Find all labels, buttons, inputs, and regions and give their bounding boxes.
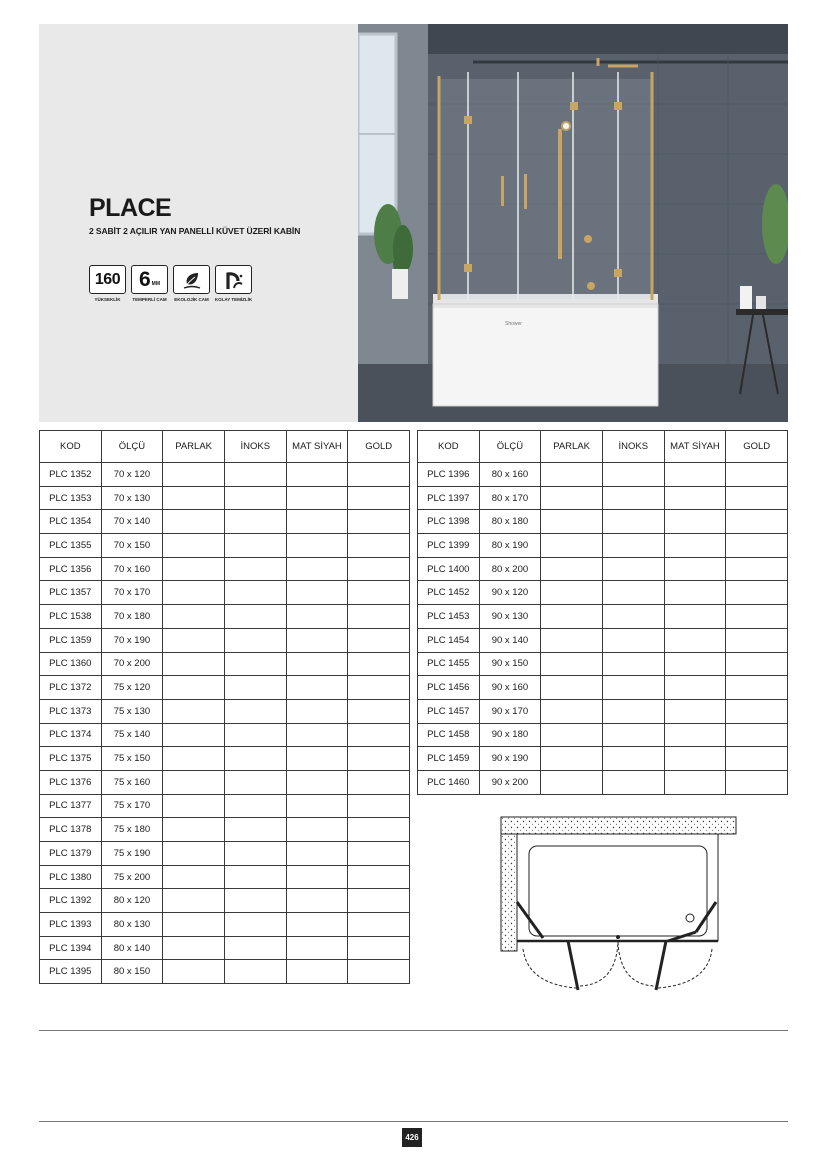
cell-gold bbox=[348, 486, 410, 510]
cell-parlak bbox=[163, 842, 225, 866]
cell-kod: PLC 1395 bbox=[40, 960, 102, 984]
cell-mat-siyah bbox=[286, 676, 348, 700]
cell-parlak bbox=[163, 463, 225, 487]
cell-inoks bbox=[224, 463, 286, 487]
glass-thickness-value: 6 bbox=[138, 267, 151, 291]
cell-parlak bbox=[163, 936, 225, 960]
table-row bbox=[418, 510, 788, 534]
cell-mat-siyah bbox=[286, 605, 348, 629]
cell-inoks bbox=[224, 747, 286, 771]
table-row bbox=[418, 723, 788, 747]
cell-mat-siyah bbox=[286, 534, 348, 558]
cell-mat-siyah bbox=[286, 794, 348, 818]
cell-kod: PLC 1399 bbox=[418, 534, 480, 558]
cell-parlak bbox=[163, 699, 225, 723]
cell-mat-siyah bbox=[286, 770, 348, 794]
cell-mat-siyah bbox=[664, 628, 726, 652]
cell-gold bbox=[726, 676, 788, 700]
cell-mat-siyah bbox=[664, 747, 726, 771]
cell-gold bbox=[348, 723, 410, 747]
table-row bbox=[40, 652, 410, 676]
table-row bbox=[418, 699, 788, 723]
cell-gold bbox=[348, 463, 410, 487]
cell-gold bbox=[348, 652, 410, 676]
cell-kod: PLC 1453 bbox=[418, 605, 480, 629]
height-badge-label: YÜKSEKLİK bbox=[94, 297, 121, 302]
cell-olcu: 70 x 130 bbox=[101, 486, 163, 510]
cell-olcu: 90 x 160 bbox=[479, 676, 541, 700]
cell-mat-siyah bbox=[664, 486, 726, 510]
cell-olcu: 80 x 170 bbox=[479, 486, 541, 510]
cell-olcu: 80 x 160 bbox=[479, 463, 541, 487]
cell-parlak bbox=[163, 865, 225, 889]
table-row bbox=[40, 770, 410, 794]
cell-mat-siyah bbox=[286, 936, 348, 960]
cell-gold bbox=[726, 770, 788, 794]
height-badge bbox=[89, 265, 126, 305]
cell-inoks bbox=[224, 486, 286, 510]
cell-inoks bbox=[224, 723, 286, 747]
bathroom-scene bbox=[358, 24, 788, 422]
header-olcu: ÖLÇÜ bbox=[479, 431, 541, 463]
table-row bbox=[418, 486, 788, 510]
cell-olcu: 70 x 180 bbox=[101, 605, 163, 629]
eco-glass-icon bbox=[181, 270, 203, 290]
cell-olcu: 80 x 180 bbox=[479, 510, 541, 534]
cell-gold bbox=[348, 534, 410, 558]
cell-parlak bbox=[541, 605, 603, 629]
cell-olcu: 80 x 140 bbox=[101, 936, 163, 960]
cell-parlak bbox=[163, 486, 225, 510]
cell-gold bbox=[726, 605, 788, 629]
cell-mat-siyah bbox=[664, 463, 726, 487]
cell-olcu: 80 x 200 bbox=[479, 557, 541, 581]
cell-kod: PLC 1454 bbox=[418, 628, 480, 652]
table-header-row bbox=[40, 431, 410, 463]
cell-parlak bbox=[163, 794, 225, 818]
header-gold: GOLD bbox=[348, 431, 410, 463]
table-body-right bbox=[418, 463, 788, 795]
cell-kod: PLC 1354 bbox=[40, 510, 102, 534]
cell-inoks bbox=[602, 652, 664, 676]
cell-gold bbox=[348, 865, 410, 889]
cell-kod: PLC 1375 bbox=[40, 747, 102, 771]
cell-kod: PLC 1400 bbox=[418, 557, 480, 581]
cell-kod: PLC 1396 bbox=[418, 463, 480, 487]
cell-mat-siyah bbox=[664, 652, 726, 676]
cell-gold bbox=[348, 557, 410, 581]
cell-kod: PLC 1380 bbox=[40, 865, 102, 889]
cell-inoks bbox=[224, 818, 286, 842]
cell-gold bbox=[348, 960, 410, 984]
cell-inoks bbox=[224, 913, 286, 937]
cell-inoks bbox=[224, 794, 286, 818]
cell-gold bbox=[726, 747, 788, 771]
cell-olcu: 90 x 170 bbox=[479, 699, 541, 723]
cell-inoks bbox=[602, 699, 664, 723]
header-parlak: PARLAK bbox=[163, 431, 225, 463]
easy-clean-icon bbox=[223, 270, 245, 290]
cell-kod: PLC 1393 bbox=[40, 913, 102, 937]
cell-mat-siyah bbox=[664, 510, 726, 534]
cell-inoks bbox=[602, 723, 664, 747]
cell-mat-siyah bbox=[664, 581, 726, 605]
table-row bbox=[418, 581, 788, 605]
cell-inoks bbox=[224, 557, 286, 581]
table-row bbox=[40, 534, 410, 558]
cell-olcu: 90 x 180 bbox=[479, 723, 541, 747]
cell-mat-siyah bbox=[286, 889, 348, 913]
cell-parlak bbox=[541, 534, 603, 558]
cell-parlak bbox=[163, 818, 225, 842]
table-row bbox=[40, 842, 410, 866]
cell-gold bbox=[726, 557, 788, 581]
cell-olcu: 70 x 140 bbox=[101, 510, 163, 534]
cell-olcu: 75 x 200 bbox=[101, 865, 163, 889]
product-title: PLACE bbox=[89, 194, 172, 222]
cell-mat-siyah bbox=[664, 723, 726, 747]
table-row bbox=[40, 960, 410, 984]
table-row bbox=[418, 770, 788, 794]
cell-gold bbox=[726, 652, 788, 676]
price-table-left bbox=[39, 430, 410, 984]
cell-kod: PLC 1398 bbox=[418, 510, 480, 534]
table-row bbox=[40, 889, 410, 913]
cell-mat-siyah bbox=[286, 747, 348, 771]
table-row bbox=[418, 676, 788, 700]
cell-mat-siyah bbox=[664, 557, 726, 581]
cell-inoks bbox=[602, 463, 664, 487]
cell-olcu: 75 x 130 bbox=[101, 699, 163, 723]
cell-inoks bbox=[224, 699, 286, 723]
cell-olcu: 75 x 120 bbox=[101, 676, 163, 700]
cell-inoks bbox=[224, 936, 286, 960]
cell-olcu: 90 x 120 bbox=[479, 581, 541, 605]
cell-olcu: 90 x 200 bbox=[479, 770, 541, 794]
cell-parlak bbox=[163, 913, 225, 937]
cell-olcu: 80 x 130 bbox=[101, 913, 163, 937]
cell-kod: PLC 1360 bbox=[40, 652, 102, 676]
cell-gold bbox=[348, 628, 410, 652]
table-row bbox=[40, 486, 410, 510]
cell-kod: PLC 1356 bbox=[40, 557, 102, 581]
cell-olcu: 80 x 150 bbox=[101, 960, 163, 984]
cell-parlak bbox=[541, 699, 603, 723]
cell-kod: PLC 1538 bbox=[40, 605, 102, 629]
cell-parlak bbox=[163, 676, 225, 700]
cell-mat-siyah bbox=[286, 723, 348, 747]
cell-parlak bbox=[163, 747, 225, 771]
cell-kod: PLC 1359 bbox=[40, 628, 102, 652]
cell-parlak bbox=[541, 723, 603, 747]
table-row bbox=[418, 557, 788, 581]
product-subtitle: 2 SABİT 2 AÇILIR YAN PANELLİ KÜVET ÜZERİ KABİN bbox=[89, 226, 301, 236]
table-row bbox=[40, 510, 410, 534]
cell-kod: PLC 1397 bbox=[418, 486, 480, 510]
header-panel bbox=[39, 24, 358, 422]
cell-gold bbox=[348, 510, 410, 534]
glass-thickness-label: TEMPERLİ CAM bbox=[132, 297, 167, 302]
cell-kod: PLC 1372 bbox=[40, 676, 102, 700]
table-row bbox=[40, 818, 410, 842]
table-row bbox=[418, 605, 788, 629]
table-row bbox=[40, 723, 410, 747]
table-body-left bbox=[40, 463, 410, 984]
table-row bbox=[418, 463, 788, 487]
tub-brand-label: Shower bbox=[505, 321, 522, 327]
cell-parlak bbox=[541, 557, 603, 581]
cell-olcu: 90 x 150 bbox=[479, 652, 541, 676]
cell-inoks bbox=[224, 510, 286, 534]
header-mat-siyah: MAT SİYAH bbox=[664, 431, 726, 463]
cell-gold bbox=[348, 605, 410, 629]
cell-olcu: 75 x 160 bbox=[101, 770, 163, 794]
cell-kod: PLC 1378 bbox=[40, 818, 102, 842]
cell-olcu: 70 x 190 bbox=[101, 628, 163, 652]
cell-gold bbox=[726, 628, 788, 652]
table-row bbox=[40, 676, 410, 700]
cell-gold bbox=[348, 913, 410, 937]
cell-inoks bbox=[224, 865, 286, 889]
cell-olcu: 90 x 190 bbox=[479, 747, 541, 771]
product-photo bbox=[358, 24, 788, 422]
cell-inoks bbox=[224, 889, 286, 913]
table-row bbox=[40, 605, 410, 629]
table-row bbox=[40, 557, 410, 581]
header-olcu: ÖLÇÜ bbox=[101, 431, 163, 463]
cell-inoks bbox=[224, 605, 286, 629]
cell-gold bbox=[348, 936, 410, 960]
cell-gold bbox=[348, 794, 410, 818]
cell-inoks bbox=[602, 486, 664, 510]
cell-olcu: 75 x 190 bbox=[101, 842, 163, 866]
table-row bbox=[40, 581, 410, 605]
table-row bbox=[418, 534, 788, 558]
cell-mat-siyah bbox=[286, 510, 348, 534]
cell-gold bbox=[726, 463, 788, 487]
cell-mat-siyah bbox=[286, 818, 348, 842]
cell-mat-siyah bbox=[664, 534, 726, 558]
cell-inoks bbox=[602, 605, 664, 629]
header-inoks: İNOKS bbox=[602, 431, 664, 463]
cell-olcu: 75 x 150 bbox=[101, 747, 163, 771]
table-row bbox=[418, 652, 788, 676]
cell-parlak bbox=[163, 652, 225, 676]
divider-top bbox=[39, 1030, 788, 1031]
cell-mat-siyah bbox=[286, 842, 348, 866]
cell-kod: PLC 1376 bbox=[40, 770, 102, 794]
cell-mat-siyah bbox=[664, 770, 726, 794]
cell-parlak bbox=[541, 581, 603, 605]
cell-kod: PLC 1353 bbox=[40, 486, 102, 510]
cell-inoks bbox=[224, 676, 286, 700]
cell-inoks bbox=[602, 628, 664, 652]
installation-diagram bbox=[498, 814, 738, 994]
cell-kod: PLC 1457 bbox=[418, 699, 480, 723]
header-gold: GOLD bbox=[726, 431, 788, 463]
cell-parlak bbox=[163, 534, 225, 558]
table-row bbox=[40, 865, 410, 889]
cell-olcu: 75 x 140 bbox=[101, 723, 163, 747]
cell-inoks bbox=[602, 581, 664, 605]
cell-inoks bbox=[602, 557, 664, 581]
cell-mat-siyah bbox=[286, 486, 348, 510]
cell-inoks bbox=[602, 534, 664, 558]
cell-kod: PLC 1460 bbox=[418, 770, 480, 794]
cell-olcu: 90 x 140 bbox=[479, 628, 541, 652]
cell-inoks bbox=[224, 581, 286, 605]
cell-inoks bbox=[224, 960, 286, 984]
cell-parlak bbox=[541, 628, 603, 652]
cell-mat-siyah bbox=[286, 557, 348, 581]
cell-parlak bbox=[163, 557, 225, 581]
glass-thickness-unit: MM bbox=[151, 280, 161, 287]
cell-gold bbox=[348, 818, 410, 842]
divider-bottom bbox=[39, 1121, 788, 1122]
table-row bbox=[40, 794, 410, 818]
cell-parlak bbox=[541, 463, 603, 487]
cell-parlak bbox=[541, 747, 603, 771]
cell-parlak bbox=[541, 652, 603, 676]
cell-gold bbox=[726, 486, 788, 510]
cell-gold bbox=[348, 842, 410, 866]
table-row bbox=[418, 747, 788, 771]
cell-inoks bbox=[602, 676, 664, 700]
cell-parlak bbox=[541, 486, 603, 510]
cell-mat-siyah bbox=[664, 605, 726, 629]
cell-gold bbox=[726, 723, 788, 747]
cell-gold bbox=[726, 510, 788, 534]
easy-clean-badge bbox=[215, 265, 252, 305]
cell-inoks bbox=[224, 842, 286, 866]
cell-kod: PLC 1458 bbox=[418, 723, 480, 747]
table-row bbox=[40, 628, 410, 652]
cell-gold bbox=[348, 699, 410, 723]
cell-kod: PLC 1455 bbox=[418, 652, 480, 676]
page-number: 426 bbox=[402, 1128, 422, 1147]
cell-olcu: 70 x 170 bbox=[101, 581, 163, 605]
cell-olcu: 90 x 130 bbox=[479, 605, 541, 629]
height-value: 160 bbox=[94, 270, 121, 288]
cell-kod: PLC 1459 bbox=[418, 747, 480, 771]
header-kod: KOD bbox=[418, 431, 480, 463]
table-row bbox=[40, 913, 410, 937]
cell-gold bbox=[348, 770, 410, 794]
cell-mat-siyah bbox=[286, 865, 348, 889]
cell-kod: PLC 1394 bbox=[40, 936, 102, 960]
easy-clean-label: KOLAY TEMİZLİK bbox=[214, 297, 253, 302]
cell-mat-siyah bbox=[286, 699, 348, 723]
cell-inoks bbox=[224, 628, 286, 652]
eco-glass-badge bbox=[173, 265, 210, 305]
header-kod: KOD bbox=[40, 431, 102, 463]
table-row bbox=[40, 463, 410, 487]
cell-olcu: 75 x 170 bbox=[101, 794, 163, 818]
cell-inoks bbox=[224, 770, 286, 794]
cell-kod: PLC 1374 bbox=[40, 723, 102, 747]
cell-parlak bbox=[541, 676, 603, 700]
cell-parlak bbox=[163, 960, 225, 984]
cell-kod: PLC 1352 bbox=[40, 463, 102, 487]
cell-gold bbox=[348, 581, 410, 605]
feature-badges bbox=[89, 265, 252, 305]
cell-olcu: 70 x 120 bbox=[101, 463, 163, 487]
cell-olcu: 70 x 160 bbox=[101, 557, 163, 581]
cell-parlak bbox=[163, 510, 225, 534]
cell-mat-siyah bbox=[286, 652, 348, 676]
glass-thickness-badge bbox=[131, 265, 168, 305]
cell-kod: PLC 1379 bbox=[40, 842, 102, 866]
header-mat-siyah: MAT SİYAH bbox=[286, 431, 348, 463]
cell-inoks bbox=[224, 652, 286, 676]
cell-parlak bbox=[163, 889, 225, 913]
cell-kod: PLC 1392 bbox=[40, 889, 102, 913]
table-row bbox=[40, 936, 410, 960]
cell-parlak bbox=[541, 510, 603, 534]
cell-olcu: 80 x 120 bbox=[101, 889, 163, 913]
cell-kod: PLC 1373 bbox=[40, 699, 102, 723]
cell-mat-siyah bbox=[664, 676, 726, 700]
cell-mat-siyah bbox=[664, 699, 726, 723]
cell-kod: PLC 1355 bbox=[40, 534, 102, 558]
cell-kod: PLC 1377 bbox=[40, 794, 102, 818]
table-row bbox=[40, 699, 410, 723]
cell-inoks bbox=[602, 770, 664, 794]
cell-mat-siyah bbox=[286, 628, 348, 652]
table-row bbox=[418, 628, 788, 652]
cell-gold bbox=[726, 581, 788, 605]
cell-parlak bbox=[163, 723, 225, 747]
cell-gold bbox=[348, 889, 410, 913]
cell-gold bbox=[348, 676, 410, 700]
cell-olcu: 80 x 190 bbox=[479, 534, 541, 558]
cell-kod: PLC 1452 bbox=[418, 581, 480, 605]
cell-mat-siyah bbox=[286, 913, 348, 937]
table-row bbox=[40, 747, 410, 771]
cell-gold bbox=[726, 534, 788, 558]
cell-parlak bbox=[163, 581, 225, 605]
cell-parlak bbox=[163, 628, 225, 652]
cell-mat-siyah bbox=[286, 581, 348, 605]
cell-parlak bbox=[541, 770, 603, 794]
cell-gold bbox=[726, 699, 788, 723]
price-table-right bbox=[417, 430, 788, 795]
cell-mat-siyah bbox=[286, 463, 348, 487]
header-inoks: İNOKS bbox=[224, 431, 286, 463]
cell-inoks bbox=[602, 747, 664, 771]
cell-mat-siyah bbox=[286, 960, 348, 984]
cell-kod: PLC 1456 bbox=[418, 676, 480, 700]
cell-parlak bbox=[163, 605, 225, 629]
cell-inoks bbox=[602, 510, 664, 534]
cell-olcu: 70 x 200 bbox=[101, 652, 163, 676]
cell-kod: PLC 1357 bbox=[40, 581, 102, 605]
table-header-row bbox=[418, 431, 788, 463]
cell-olcu: 75 x 180 bbox=[101, 818, 163, 842]
cell-olcu: 70 x 150 bbox=[101, 534, 163, 558]
cell-inoks bbox=[224, 534, 286, 558]
eco-glass-label: EKOLOJİK CAM bbox=[174, 297, 209, 302]
cell-parlak bbox=[163, 770, 225, 794]
cell-gold bbox=[348, 747, 410, 771]
header-parlak: PARLAK bbox=[541, 431, 603, 463]
